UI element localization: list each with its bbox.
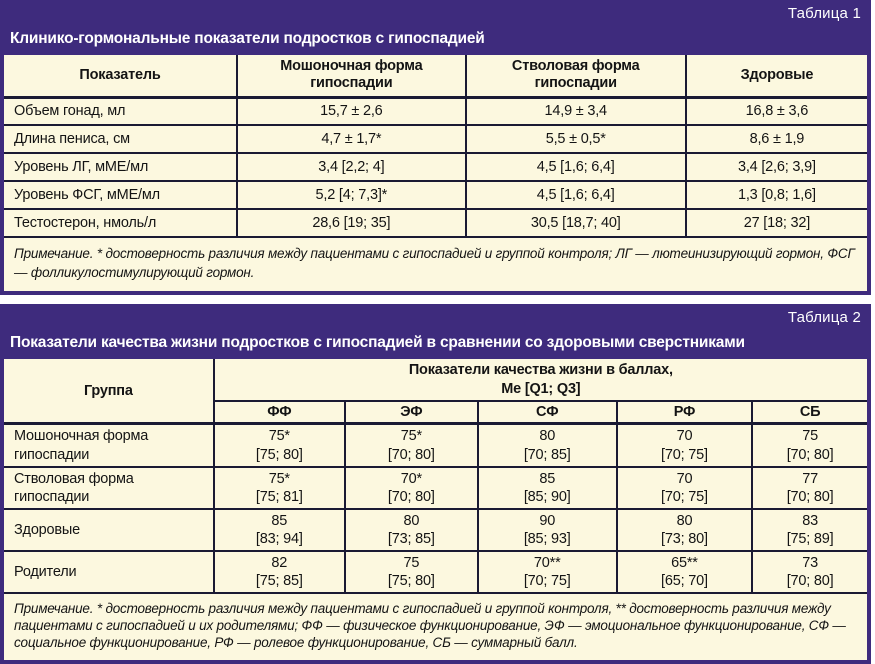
table2-tag-label: Таблица 2: [787, 308, 861, 326]
cell-value: 14,9 ± 3,4: [466, 97, 686, 125]
table2-span-header: [214, 359, 867, 402]
cell-value: 5,5 ± 0,5*: [466, 125, 686, 153]
cell-value: 70 [70; 75]: [617, 424, 752, 467]
row-label: Уровень ФСГ, мМЕ/мл: [4, 181, 237, 209]
table-row: [4, 125, 867, 153]
cell-value: 70* [70; 80]: [345, 467, 478, 509]
table2-title: Показатели качества жизни подростков с гипоспадией в сравнении со здоровыми сверстниками: [10, 333, 745, 351]
table-row: [4, 424, 867, 467]
row-label: Мошоночная форма гипоспадии: [4, 424, 214, 467]
span-header-line2: Ме [Q1; Q3]: [501, 380, 581, 397]
cell-value: 4,5 [1,6; 6,4]: [466, 181, 686, 209]
cell-value: 82 [75; 85]: [214, 551, 345, 593]
cell-value: 3,4 [2,6; 3,9]: [686, 153, 867, 181]
cell-value: 8,6 ± 1,9: [686, 125, 867, 153]
cell-value: 77 [70; 80]: [752, 467, 867, 509]
table1-col-header-indicator: Показатель: [4, 55, 237, 97]
table2-note: Примечание. * достоверность различия между пациентами с гипоспадией и группой контроля, ** достоверность различия между пациентами с гипоспадией и их родителями; ФФ — физическое функционирование, ЭФ — эмоциональное функционирование, СФ — социальное функционирование, РФ — ролевое функционирование, СБ — суммарный балл.: [4, 593, 867, 660]
row-label: Родители: [4, 551, 214, 593]
cell-value: 3,4 [2,2; 4]: [237, 153, 466, 181]
table2-subcol-ef: ЭФ: [345, 401, 478, 424]
table1-header-row: [4, 55, 867, 97]
row-label: Стволовая форма гипоспадии: [4, 467, 214, 509]
cell-value: 1,3 [0,8; 1,6]: [686, 181, 867, 209]
cell-value: 30,5 [18,7; 40]: [466, 209, 686, 237]
cell-value: 85 [83; 94]: [214, 509, 345, 551]
table-row: [4, 467, 867, 509]
cell-value: 75* [75; 80]: [214, 424, 345, 467]
table1-col-header-shaft: Стволовая форма гипоспадии: [466, 55, 686, 97]
cell-value: 27 [18; 32]: [686, 209, 867, 237]
cell-value: 5,2 [4; 7,3]*: [237, 181, 466, 209]
cell-value: 75* [70; 80]: [345, 424, 478, 467]
table1-title: Клинико-гормональные показатели подростков с гипоспадией: [10, 30, 485, 47]
row-label: Здоровые: [4, 509, 214, 551]
table2-subcol-ff: ФФ: [214, 401, 345, 424]
row-label: Длина пениса, см: [4, 125, 237, 153]
table2-band: [4, 304, 867, 359]
table-row: [4, 153, 867, 181]
table1: [4, 55, 867, 291]
cell-value: 80 [73; 80]: [617, 509, 752, 551]
cell-value: 65** [65; 70]: [617, 551, 752, 593]
table1-tag-label: Таблица 1: [787, 5, 861, 22]
cell-value: 16,8 ± 3,6: [686, 97, 867, 125]
table1-band: [4, 0, 867, 55]
row-label: Тестостерон, нмоль/л: [4, 209, 237, 237]
cell-value: 90 [85; 93]: [478, 509, 617, 551]
table2-subcol-sf: СФ: [478, 401, 617, 424]
note-row: [4, 593, 867, 660]
cell-value: 75 [70; 80]: [752, 424, 867, 467]
table1-col-header-scrotal: Мошоночная форма гипоспадии: [237, 55, 466, 97]
table-row: [4, 551, 867, 593]
span-header-line1: Показатели качества жизни в баллах,: [408, 361, 673, 378]
row-label: Уровень ЛГ, мМЕ/мл: [4, 153, 237, 181]
table-row: [4, 181, 867, 209]
table-row: [4, 97, 867, 125]
cell-value: 15,7 ± 2,6: [237, 97, 466, 125]
table-row: [4, 509, 867, 551]
note-row: [4, 237, 867, 291]
row-label: Объем гонад, мл: [4, 97, 237, 125]
cell-value: 4,7 ± 1,7*: [237, 125, 466, 153]
table2: [4, 359, 867, 660]
table1-block: [0, 0, 871, 295]
cell-value: 80 [70; 85]: [478, 424, 617, 467]
cell-value: 73 [70; 80]: [752, 551, 867, 593]
table1-col-header-healthy: Здоровые: [686, 55, 867, 97]
table2-subcol-rf: РФ: [617, 401, 752, 424]
cell-value: 28,6 [19; 35]: [237, 209, 466, 237]
table2-header-row-1: [4, 359, 867, 402]
table1-note: Примечание. * достоверность различия между пациентами с гипоспадией и группой контроля; ЛГ — лютеинизирующий гормон, ФСГ — фолликулостимулирующий гормон.: [4, 237, 867, 291]
table2-block: [0, 304, 871, 664]
cell-value: 4,5 [1,6; 6,4]: [466, 153, 686, 181]
cell-value: 75* [75; 81]: [214, 467, 345, 509]
cell-value: 75 [75; 80]: [345, 551, 478, 593]
cell-value: 70 [70; 75]: [617, 467, 752, 509]
cell-value: 70** [70; 75]: [478, 551, 617, 593]
cell-value: 80 [73; 85]: [345, 509, 478, 551]
table-row: [4, 209, 867, 237]
cell-value: 85 [85; 90]: [478, 467, 617, 509]
cell-value: 83 [75; 89]: [752, 509, 867, 551]
table2-subcol-sb: СБ: [752, 401, 867, 424]
table2-col-header-group: Группа: [4, 359, 214, 424]
